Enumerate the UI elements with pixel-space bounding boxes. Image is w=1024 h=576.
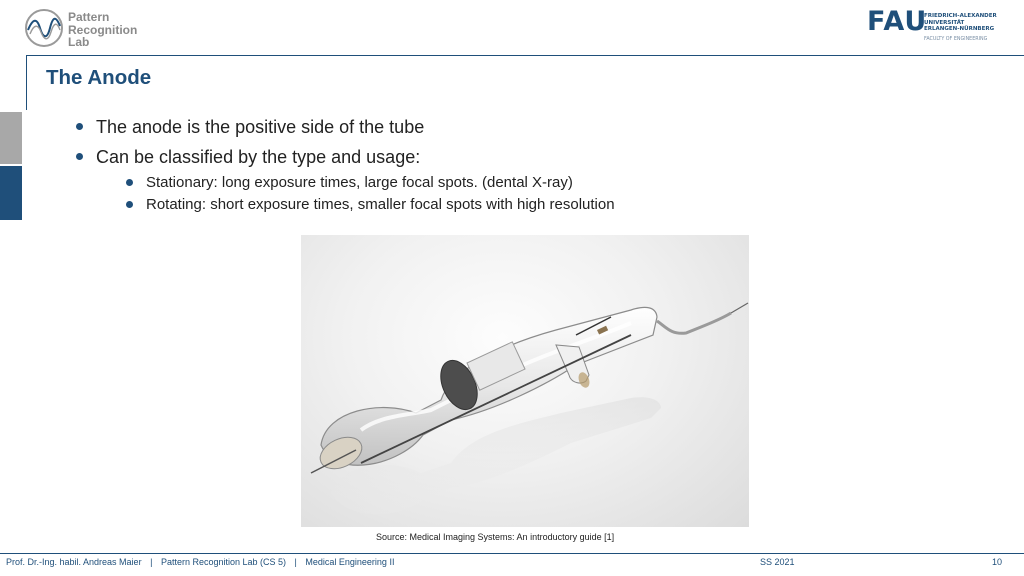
bullet-dot-icon	[126, 179, 133, 186]
bullet-text: Can be classified by the type and usage:	[96, 147, 421, 167]
lab-logo-line-3: Lab	[68, 35, 90, 49]
footer-semester: SS 2021	[760, 557, 795, 567]
side-tab-gray	[0, 112, 22, 164]
bullet-dot-icon	[126, 201, 133, 208]
title-bracket	[26, 55, 27, 110]
bullet-dot-icon	[76, 123, 83, 130]
fau-logo	[867, 8, 1002, 48]
bullet-item	[76, 117, 796, 137]
footer-author: Prof. Dr.-Ing. habil. Andreas Maier	[6, 557, 142, 567]
bullet-item	[76, 147, 796, 167]
fau-name-line-1: FRIEDRICH-ALEXANDER	[924, 13, 997, 19]
sub-bullet-text: Rotating: short exposure times, smaller focal spots with high resolution	[146, 196, 615, 213]
side-tab-blue	[0, 166, 22, 220]
fau-name-line-3: ERLANGEN-NÜRNBERG	[924, 26, 995, 32]
lab-logo-line-2: Recognition	[68, 22, 138, 37]
xray-tube-photo	[301, 235, 749, 527]
sub-bullet-list	[76, 174, 796, 214]
sub-bullet-text: Stationary: long exposure times, large focal spots. (dental X-ray)	[146, 174, 573, 191]
footer-separator: |	[294, 557, 297, 567]
sub-bullet-item	[126, 196, 796, 214]
page-number: 10	[991, 557, 1002, 567]
fau-name-line-2: UNIVERSITÄT	[924, 19, 965, 26]
xray-tube-illustration	[301, 235, 749, 527]
footer-info	[6, 557, 400, 567]
footer-lab: Pattern Recognition Lab (CS 5)	[160, 557, 287, 567]
fau-mark: FAU	[867, 6, 928, 37]
image-caption: Source: Medical Imaging Systems: An introductory guide [1]	[376, 532, 615, 542]
footer-divider	[0, 553, 1024, 554]
footer-separator: |	[150, 557, 153, 567]
footer-course: Medical Engineering II	[305, 557, 395, 567]
bullet-dot-icon	[76, 153, 83, 160]
lab-logo-icon	[24, 8, 64, 48]
pattern-recognition-lab-logo	[24, 8, 154, 52]
slide-title: The Anode	[46, 66, 152, 89]
bullet-list	[76, 117, 796, 218]
header-divider	[26, 55, 1024, 56]
bullet-text: The anode is the positive side of the tube	[96, 117, 425, 137]
lab-logo-line-1: Pattern	[68, 10, 110, 24]
fau-faculty: FACULTY OF ENGINEERING	[924, 37, 988, 42]
sub-bullet-item	[126, 174, 796, 192]
